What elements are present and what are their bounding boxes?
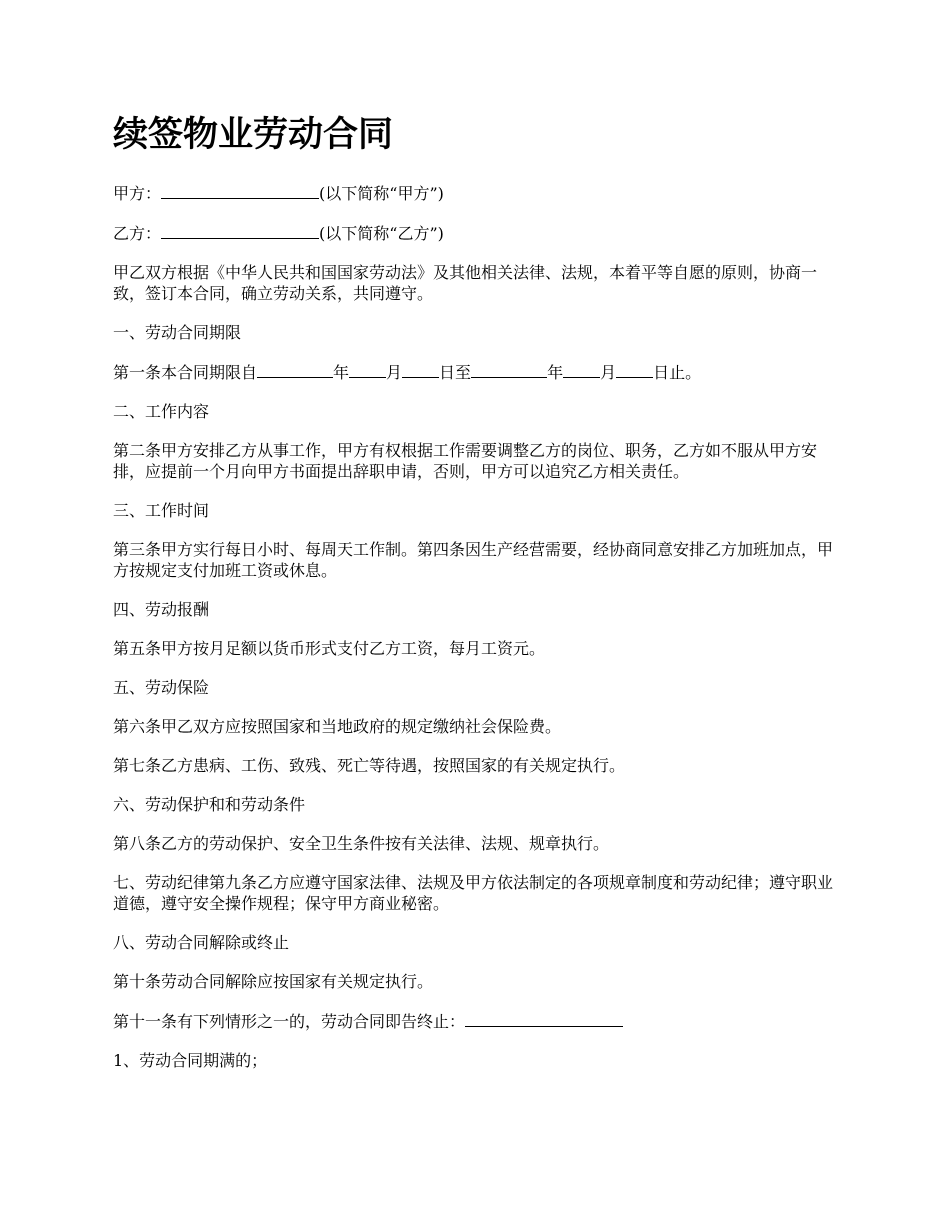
month-label: 月 bbox=[386, 363, 403, 382]
article-5: 第五条甲方按月足额以货币形式支付乙方工资，每月工资元。 bbox=[113, 639, 546, 658]
article-8: 第八条乙方的劳动保护、安全卫生条件按有关法律、法规、规章执行。 bbox=[113, 834, 610, 853]
section-3-heading: 三、工作时间 bbox=[113, 501, 210, 520]
year-label-2: 年 bbox=[547, 363, 564, 382]
article-3-4: 第三条甲方实行每日小时、每周天工作制。第四条因生产经营需要，经协商同意安排乙方加班加点，甲方按规定支付加班工资或休息。 bbox=[113, 540, 834, 580]
section-5-heading: 五、劳动保险 bbox=[113, 678, 210, 697]
party-a-blank bbox=[161, 182, 319, 199]
party-a-suffix: (以下简称“甲方”) bbox=[319, 184, 444, 203]
section-4-heading: 四、劳动报酬 bbox=[113, 600, 210, 619]
year-label: 年 bbox=[333, 363, 350, 382]
end-month-blank bbox=[563, 361, 600, 378]
section-1-heading: 一、劳动合同期限 bbox=[113, 323, 242, 342]
party-a-line bbox=[113, 182, 841, 204]
article-11 bbox=[113, 1010, 841, 1032]
document-title: 续签物业劳动合同 bbox=[113, 115, 394, 155]
article-1-prefix: 第一条本合同期限自 bbox=[113, 363, 258, 382]
day-to-label: 日至 bbox=[439, 363, 472, 382]
section-8-heading: 八、劳动合同解除或终止 bbox=[113, 933, 290, 952]
article-6: 第六条甲乙双方应按照国家和当地政府的规定缴纳社会保险费。 bbox=[113, 717, 562, 736]
article-7: 第七条乙方患病、工伤、致残、死亡等待遇，按照国家的有关规定执行。 bbox=[113, 756, 626, 775]
article-11-blank bbox=[465, 1010, 623, 1027]
start-day-blank bbox=[402, 361, 439, 378]
end-day-blank bbox=[616, 361, 653, 378]
start-year-blank bbox=[257, 361, 333, 378]
start-month-blank bbox=[349, 361, 386, 378]
intro-paragraph: 甲乙双方根据《中华人民共和国国家劳动法》及其他相关法律、法规，本着平等自愿的原则，协商一致，签订本合同，确立劳动关系，共同遵守。 bbox=[113, 263, 818, 303]
day-end-label: 日止。 bbox=[653, 363, 702, 382]
party-b-line bbox=[113, 222, 841, 244]
party-b-suffix: (以下简称“乙方”) bbox=[319, 224, 444, 243]
party-a-label: 甲方： bbox=[113, 184, 162, 203]
list-item-1: 1、劳动合同期满的； bbox=[113, 1051, 268, 1070]
month-label-2: 月 bbox=[600, 363, 617, 382]
article-2: 第二条甲方安排乙方从事工作，甲方有权根据工作需要调整乙方的岗位、职务，乙方如不服从甲方安排，应提前一个月向甲方书面提出辞职申请，否则，甲方可以追究乙方相关责任。 bbox=[113, 441, 818, 481]
party-b-blank bbox=[161, 222, 319, 239]
article-10: 第十条劳动合同解除应按国家有关规定执行。 bbox=[113, 972, 434, 991]
section-6-heading: 六、劳动保护和和劳动条件 bbox=[113, 795, 306, 814]
article-11-text: 第十一条有下列情形之一的，劳动合同即告终止： bbox=[113, 1012, 466, 1031]
section-7-article-9: 七、劳动纪律第九条乙方应遵守国家法律、法规及甲方依法制定的各项规章制度和劳动纪律；遵守职业道德，遵守安全操作规程；保守甲方商业秘密。 bbox=[113, 873, 834, 913]
end-year-blank bbox=[471, 361, 547, 378]
section-2-heading: 二、工作内容 bbox=[113, 402, 210, 421]
article-1 bbox=[113, 361, 841, 383]
party-b-label: 乙方： bbox=[113, 224, 162, 243]
document-page bbox=[113, 112, 841, 1089]
